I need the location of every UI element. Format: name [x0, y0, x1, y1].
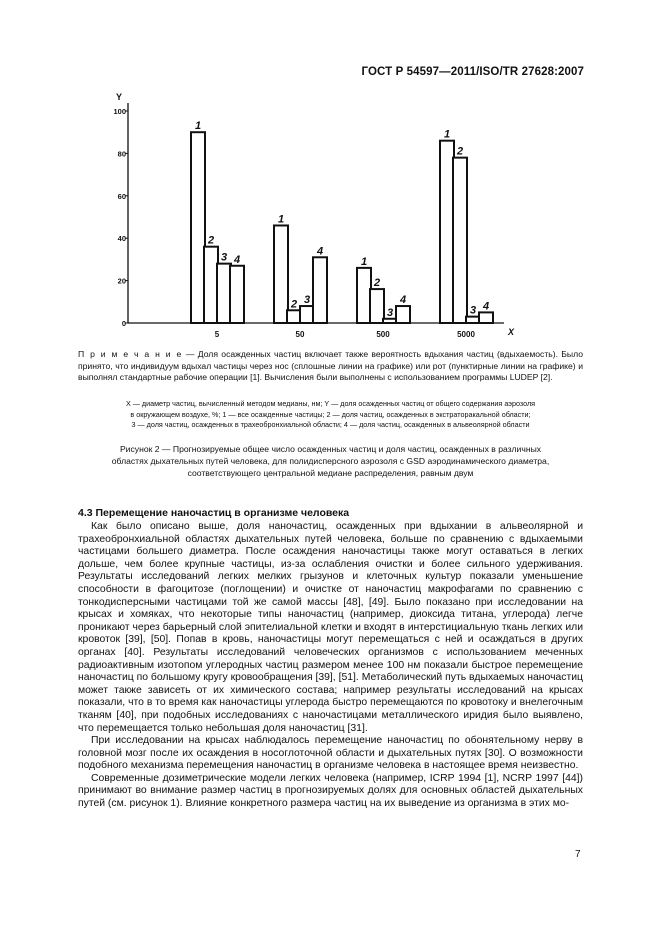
bar [466, 317, 480, 323]
bar-series-label: 4 [233, 253, 241, 266]
bar-series-label: 2 [456, 145, 464, 158]
bar [274, 225, 288, 323]
bar [204, 247, 218, 323]
bar [313, 257, 327, 323]
legend-line: в окружающем воздухе, %; 1 — все осажденные частицы; 2 — доля частиц, осажденных в экстраторакальной области; [130, 409, 531, 419]
x-tick-label: 50 [295, 330, 305, 339]
caption-line: соответствующего центральной медиане распределения, равным двум [187, 468, 474, 478]
figure-legend [62, 399, 599, 431]
paragraph: При исследовании на крысах наблюдалось перемещение наночастиц по обонятельному нерву в головной мозг после их осаждения в носоглоточной области и дыхательных путях [30]. О возможности подобного механизма перемещения наночастиц в организме человека в настоящее время неизвестно. [78, 735, 583, 772]
bar [453, 158, 467, 323]
bar-series-label: 4 [316, 245, 324, 258]
bar-series-label: 3 [303, 294, 311, 307]
bar [230, 266, 244, 323]
legend-line: 3 — доля частиц, осажденных в трахеобронхиальной области; 4 — доля частиц, осажденных в альвеолярной области [131, 420, 530, 429]
bar-series-label: 1 [194, 120, 202, 133]
bar [217, 264, 231, 323]
bar [357, 268, 371, 323]
bar-series-label: 3 [220, 251, 228, 264]
y-tick-label: 20 [117, 276, 126, 286]
bar [287, 310, 301, 323]
bar-series-label: 2 [207, 234, 215, 247]
x-tick-label: 5 [214, 330, 220, 339]
bar [396, 306, 410, 323]
figure-note [78, 349, 583, 384]
body-text [78, 521, 583, 811]
bar-series-label: 1 [360, 255, 368, 268]
y-tick-label: 0 [121, 319, 126, 328]
bar [440, 141, 454, 323]
caption-line: областях дыхательных путей человека, для полидисперсного аэрозоля с GSD аэродинамического диаметра, [111, 456, 550, 466]
bar-series-label: 4 [399, 294, 407, 307]
x-tick-label: 500 [376, 330, 390, 339]
x-axis-label: X [508, 327, 515, 337]
caption-line: Рисунок 2 — Прогнозируемые общее число осажденных частиц и доля частиц, осажденных в различных [119, 444, 542, 454]
bar-series-label: 2 [290, 298, 298, 311]
deposition-bar-chart [100, 86, 520, 342]
paragraph: Как было описано выше, доля наночастиц, осажденных при вдыхании в альвеолярной и трахеобронхиальной областях дыхательных путей человека, больше по сравнению с вдыхаемыми частицами большего диаметра. После осаждения наночастицы также могут оставаться в легких дольше, чем более крупные частицы, из-за ослабления очистки и более сильного удерживания. Результаты исследований легких мелких грызунов и клеточных культур показали уменьшение способности в фагоцитозе (поглощении) и очистке от наночастиц макрофагами по сравнению с тонкодисперсными частицами той же самой массы [48], [49]. Было показано при исследовании на крысах и хомяках, что некоторые типы наночастиц (например, диоксида титана, углерода) легче проникают через барьерный слой эпителиальной клетки и входят в интерстициальную ткань легких или кровоток [39], [50]. Попав в кровь, наночастицы могут перемещаться с ней и осаждаться в других органах [40]. Результаты исследований человеческих организмов с использованием меченных радиоактивным изотопом углеродных частиц размером менее 100 нм показали быстрое перемещение наночастиц по большому кругу кровообращения [39], [51]. Метаболический путь вдыхаемых наночастиц может также зависеть от их химического состава; например результаты исследований на крысах показали, что в то время как наночастицы углерода быстро перемещаются по кровотоку и внелегочным тканям [40], при подобных исследованиях с наночастицами металлического иридия было выявлено, что перемещается только небольшая доля наночастиц [31]. [78, 521, 583, 734]
page-number: 7 [575, 849, 581, 860]
bar [479, 312, 493, 323]
bar-series-label: 3 [386, 306, 394, 319]
bar-series-label: 3 [469, 304, 477, 317]
bar-series-label: 2 [373, 277, 381, 290]
bar [300, 306, 314, 323]
x-tick-label: 5000 [457, 330, 475, 339]
y-axis-label: Y [115, 92, 122, 102]
legend-line: X — диаметр частиц, вычисленный методом медианы, нм; Y — доля осажденных частиц от общего содержания аэрозоля [125, 399, 536, 408]
figure-caption [78, 443, 583, 479]
bar-series-label: 4 [482, 300, 490, 313]
bar [370, 289, 384, 323]
y-tick-label: 80 [117, 149, 126, 159]
document-header: ГОСТ Р 54597—2011/ISO/TR 27628:2007 [361, 66, 584, 78]
bar [191, 132, 205, 323]
note-lead: П р и м е ч а н и е [78, 349, 183, 359]
bar-series-label: 1 [443, 128, 451, 141]
y-tick-label: 40 [117, 234, 126, 244]
section-heading: 4.3 Перемещение наночастиц в организме человека [78, 507, 350, 519]
note-text: — Доля осажденных частиц включает также вероятность вдыхания частиц (вдыхаемость). Было принято, что индивидуум вдыхал частицы через нос (сплошные линии на графике) или рот (пунктирные линии на графике) и выполнял стандартные рабочие операции [1]. Вычисления были выполнены с использованием программы LUDEP [2]. [78, 349, 584, 382]
y-tick-label: 100 [113, 107, 126, 116]
bar [383, 319, 397, 323]
bar-series-label: 1 [277, 213, 285, 226]
paragraph: Современные дозиметрические модели легких человека (например, ICRP 1994 [1], NCRP 1997 [44]) принимают во внимание размер частиц в прогнозируемых долях для основных областей дыхательных путей (см. рисунок 1). Влияние конкретного размера частиц на их выведение из организма в этих мо- [78, 772, 583, 810]
y-tick-label: 60 [117, 191, 126, 201]
